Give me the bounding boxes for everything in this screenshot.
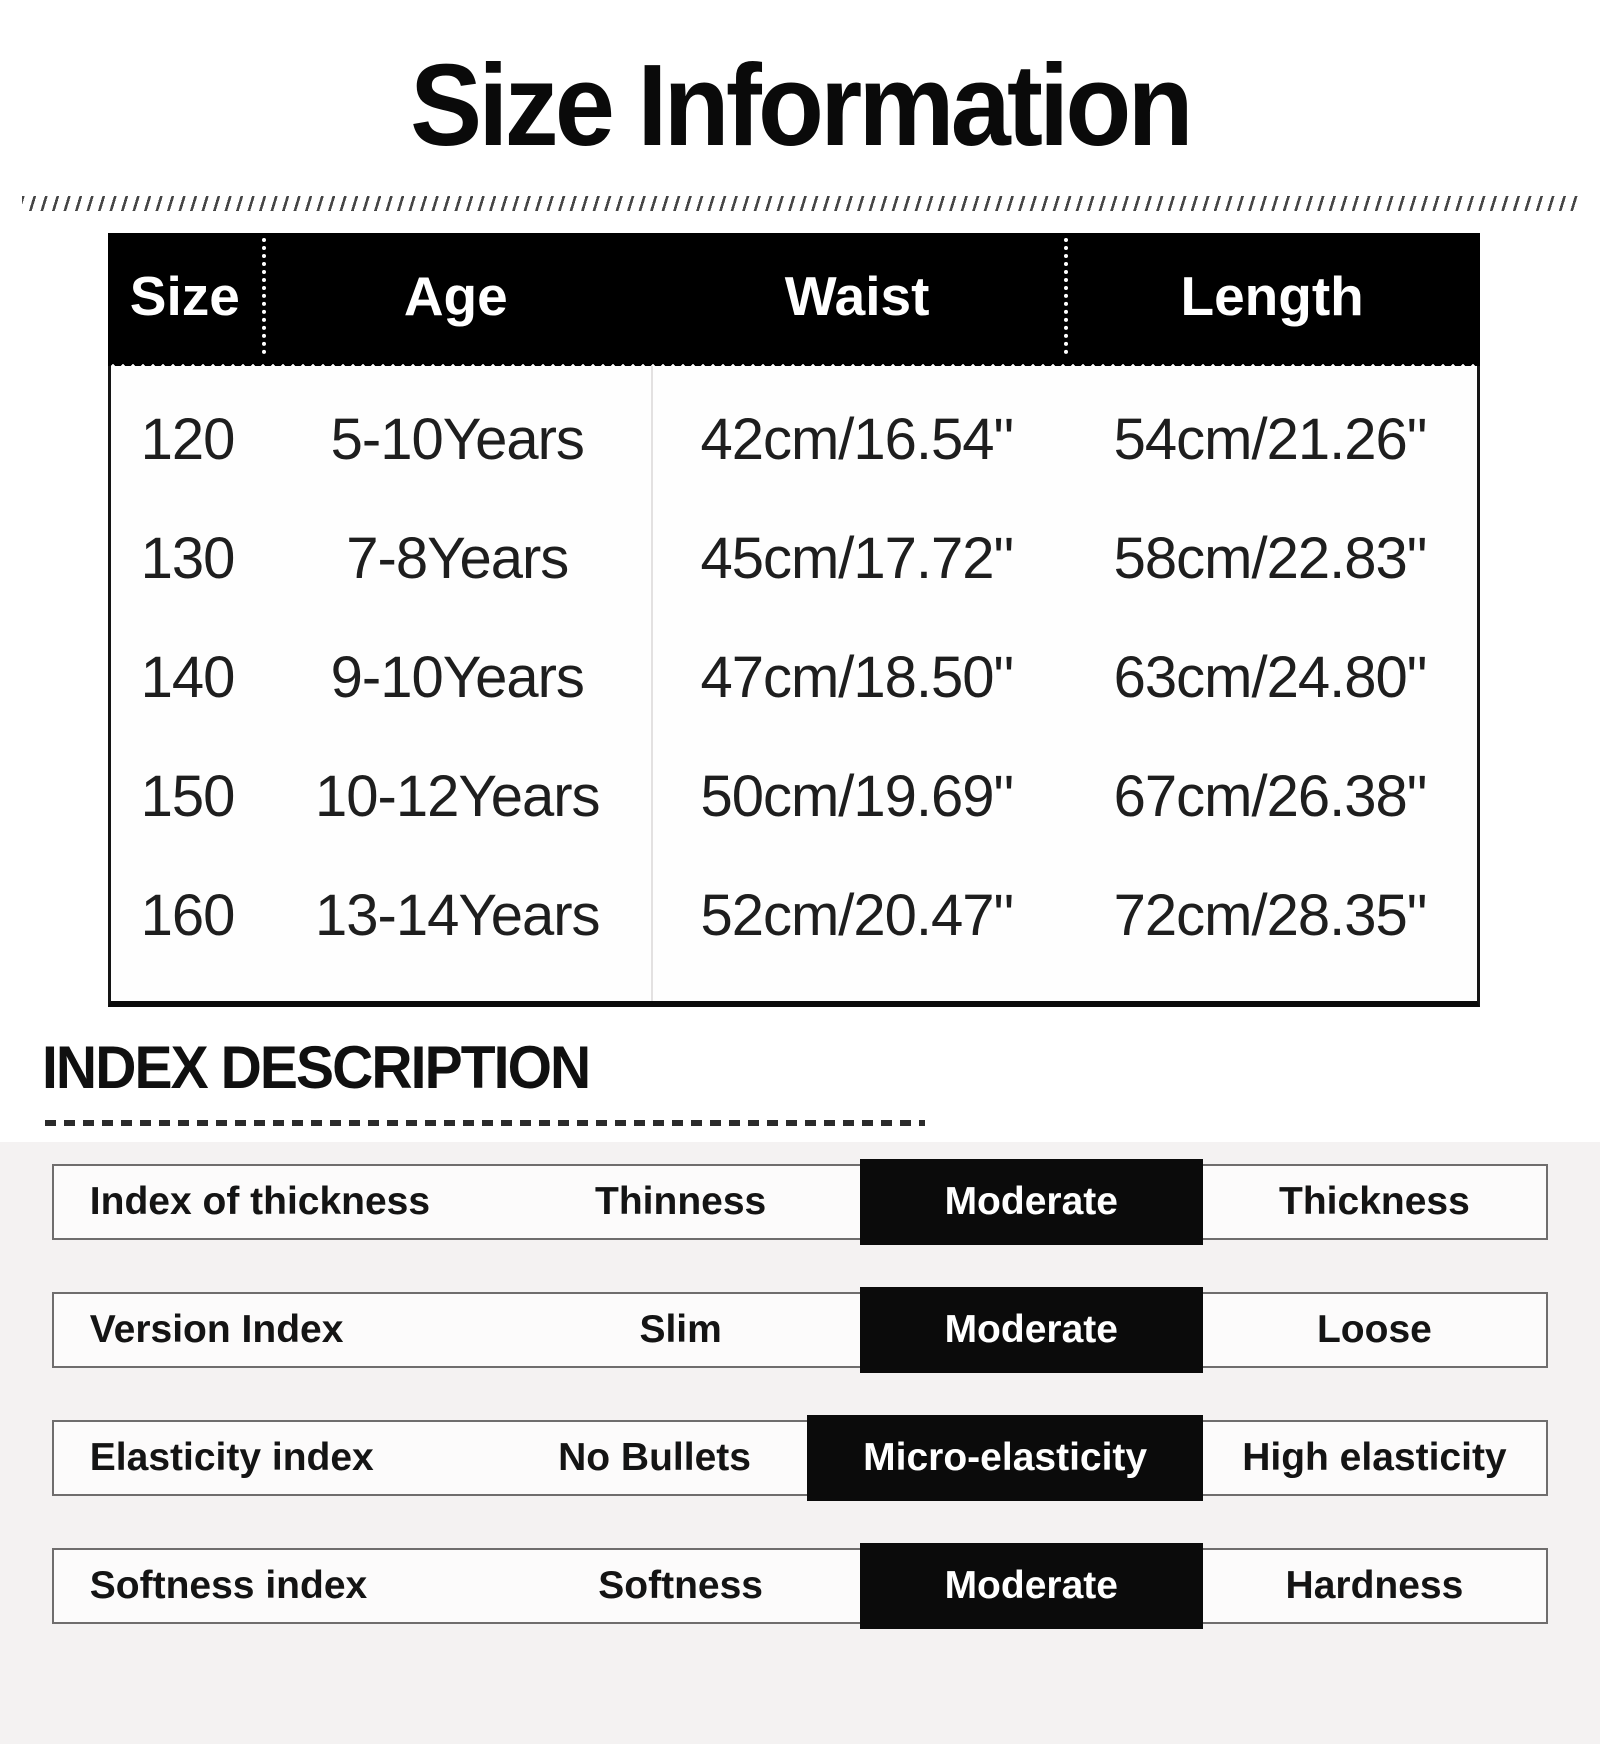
page-title: Size Information [410, 40, 1190, 170]
index-description-heading: INDEX DESCRIPTION [42, 1033, 590, 1101]
size-table-header [108, 233, 1480, 359]
size-table-row [111, 737, 1477, 856]
index-row-label: Elasticity index [89, 1435, 374, 1479]
index-row [52, 1420, 1548, 1496]
index-row-option: Softness [598, 1563, 763, 1607]
size-table-row [111, 380, 1477, 499]
size-table-cell: 140 [140, 644, 235, 710]
size-table-cell: 45cm/17.72" [700, 525, 1014, 591]
hatch-divider [22, 196, 1578, 211]
index-row-option: Thickness [1279, 1179, 1470, 1223]
size-table-cell: 160 [140, 882, 235, 948]
column-divider [651, 366, 653, 1001]
size-table-row [111, 499, 1477, 618]
size-table-body [108, 366, 1480, 1007]
size-table-cell: 13-14Years [315, 882, 600, 948]
index-row-label: Index of thickness [89, 1179, 431, 1223]
index-row-option: No Bullets [558, 1435, 751, 1479]
size-table-cell: 47cm/18.50" [700, 644, 1014, 710]
index-row-label: Version Index [89, 1307, 344, 1351]
index-row-option: Loose [1316, 1307, 1432, 1351]
index-row-option: High elasticity [1242, 1435, 1507, 1479]
size-table-cell: 72cm/28.35" [1113, 882, 1427, 948]
size-table-cell: 58cm/22.83" [1113, 525, 1427, 591]
size-table-cell: 67cm/26.38" [1113, 763, 1427, 829]
index-row [52, 1548, 1548, 1624]
size-table-cell: 10-12Years [315, 763, 600, 829]
size-table [108, 233, 1480, 1007]
index-row [52, 1292, 1548, 1368]
size-table-cell: 7-8Years [346, 525, 569, 591]
dashed-divider [45, 1120, 925, 1126]
index-row-label: Softness index [89, 1563, 368, 1607]
index-description-section [0, 1142, 1600, 1744]
size-table-header-cell: Length [1180, 264, 1364, 327]
index-row-option: Hardness [1285, 1563, 1464, 1607]
size-table-row [111, 856, 1477, 975]
index-row-option: Thinness [595, 1179, 767, 1223]
size-table-cell: 42cm/16.54" [700, 406, 1014, 472]
index-row-option-selected: Micro-elasticity [807, 1415, 1202, 1501]
size-table-cell: 120 [140, 406, 235, 472]
size-table-cell: 63cm/24.80" [1113, 644, 1427, 710]
header-dotted-separator [262, 238, 266, 354]
index-row-option-selected: Moderate [860, 1287, 1203, 1373]
size-table-header-cell: Size [129, 264, 240, 327]
index-row-option-selected: Moderate [860, 1543, 1203, 1629]
index-row-option: Slim [639, 1307, 722, 1351]
serrated-edge [108, 359, 1480, 366]
size-table-cell: 52cm/20.47" [700, 882, 1014, 948]
size-table-cell: 150 [140, 763, 235, 829]
index-row [52, 1164, 1548, 1240]
size-table-header-cell: Age [403, 264, 508, 327]
index-rows [0, 1164, 1600, 1624]
size-table-cell: 54cm/21.26" [1113, 406, 1427, 472]
size-table-cell: 130 [140, 525, 235, 591]
header-dotted-separator [1064, 238, 1068, 354]
index-row-option-selected: Moderate [860, 1159, 1203, 1245]
size-table-cell: 50cm/19.69" [700, 763, 1014, 829]
size-table-cell: 9-10Years [330, 644, 584, 710]
size-table-cell: 5-10Years [330, 406, 584, 472]
size-table-header-cell: Waist [784, 264, 930, 327]
size-table-row [111, 618, 1477, 737]
